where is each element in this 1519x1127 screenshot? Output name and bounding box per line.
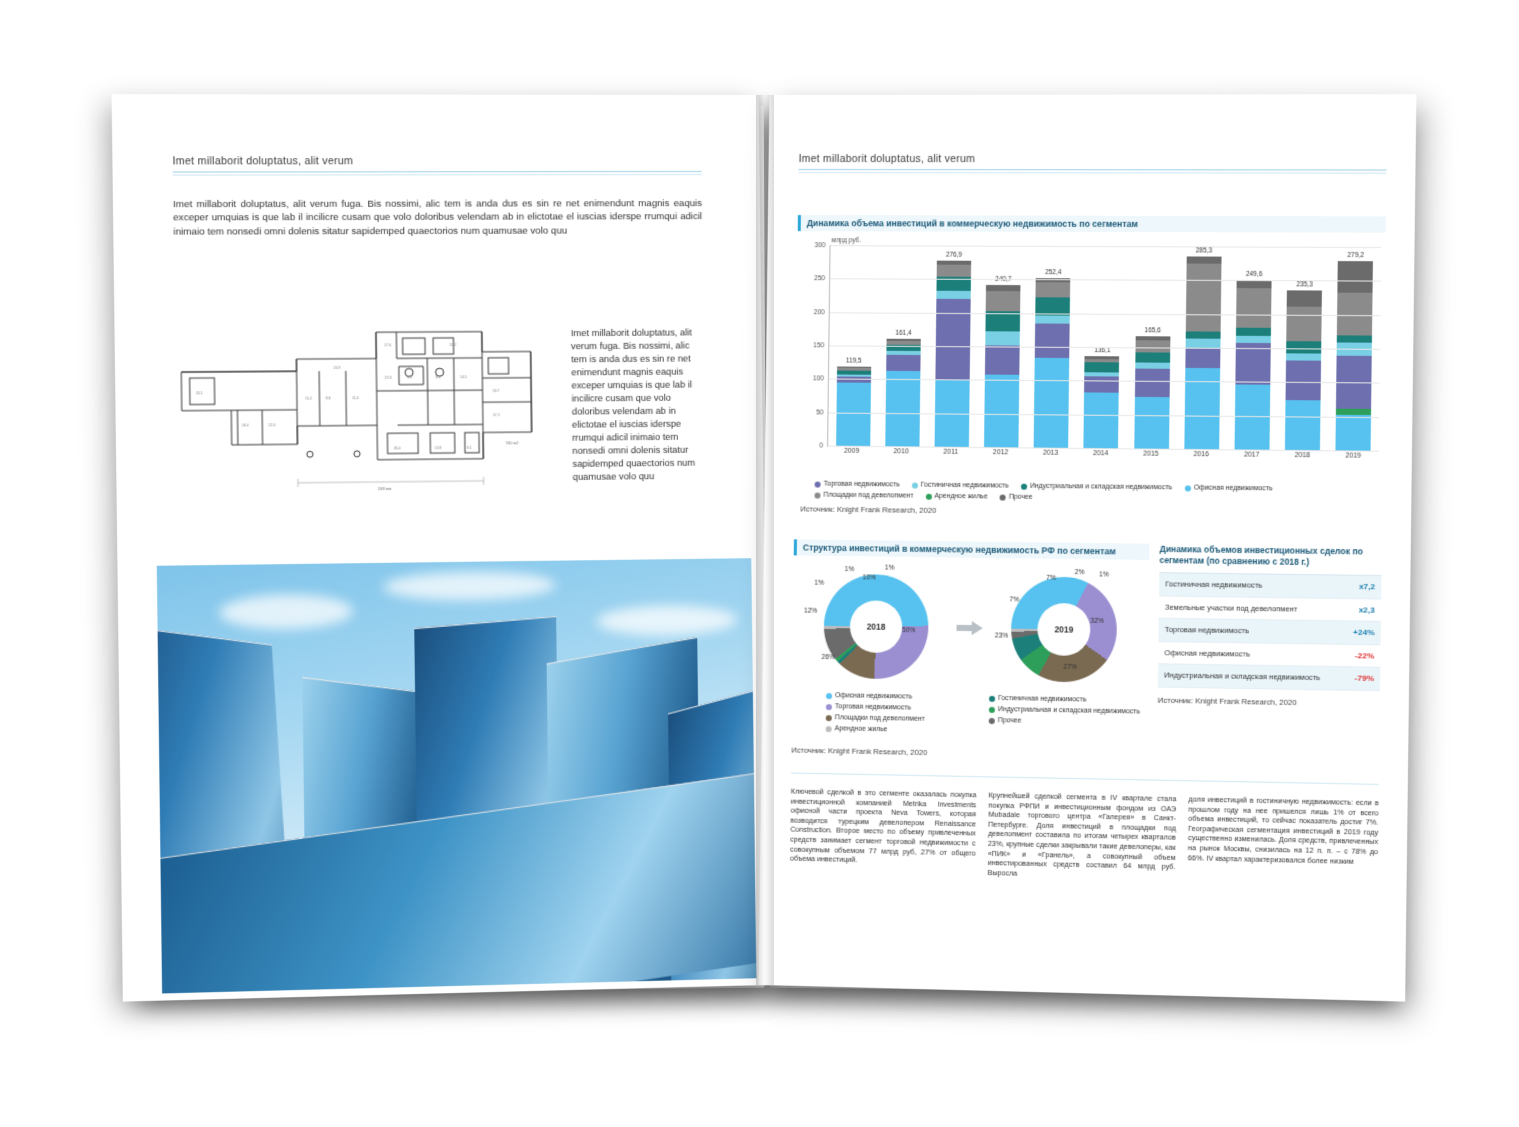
bar-segment [1134, 397, 1169, 449]
y-tick-label: 250 [814, 275, 826, 283]
bar-chart-y-axis [795, 241, 827, 450]
legend-swatch [989, 695, 995, 701]
bar-segment [1185, 338, 1220, 348]
y-tick-label: 100 [812, 375, 824, 383]
legend-item [826, 714, 977, 724]
book-spine [756, 95, 774, 985]
legend-swatch [815, 481, 821, 487]
bar-segment [1236, 328, 1271, 336]
header-rule [798, 169, 1386, 171]
right-page [759, 94, 1417, 1002]
donut-2018-label-industrial: 1% [844, 566, 855, 574]
svg-text:19.7: 19.7 [492, 389, 500, 394]
bar-segment [1186, 257, 1221, 265]
bar-total-label: 136,1 [1094, 347, 1111, 355]
bar-segment [1235, 384, 1271, 449]
donut-2019-label-retail: 27% [1063, 663, 1077, 672]
legend-label: Площадки под девелопмент [834, 714, 925, 723]
svg-text:9.8: 9.8 [325, 396, 331, 401]
legend-item [989, 706, 1141, 716]
y-tick-label: 300 [814, 241, 826, 249]
kpi-value: +24% [1353, 627, 1375, 638]
svg-text:26.4: 26.4 [393, 446, 401, 451]
left-page-header: Imet millaborit doluptatus, alit verum [172, 155, 354, 168]
bar-segment [1135, 353, 1170, 363]
bar-total-label: 235,3 [1296, 281, 1313, 289]
kpi-label: Земельные участки под девелопмент [1164, 602, 1298, 614]
kpi-label: Индустриальная и складская недвижимость [1164, 670, 1321, 683]
svg-text:18.4: 18.4 [241, 423, 249, 428]
bar-chart-units: млрд руб. [831, 237, 861, 245]
donut-2018-label-retail: 26% [821, 653, 835, 662]
body-divider [791, 773, 1379, 785]
donut-source: Источник: Knight Frank Research, 2020 [791, 745, 928, 758]
donut-2018-label-rental: 1% [884, 564, 895, 572]
structure-panel-title: Структура инвестиций в коммерческую недвижимость РФ по сегментам [794, 539, 1150, 560]
floor-plan-drawing [174, 311, 553, 517]
bar-segment [935, 299, 970, 380]
x-tick-label: 2018 [1294, 451, 1311, 460]
legend-item [1184, 484, 1272, 492]
legend-label: Офисная недвижимость [835, 692, 913, 701]
legend-item [815, 481, 900, 489]
right-page-header: Imet millaborit doluptatus, alit verum [798, 152, 976, 166]
bar-segment [836, 382, 871, 446]
bar-segment [936, 291, 970, 299]
y-tick-label: 0 [819, 442, 824, 450]
kpi-label: Гостиничная недвижимость [1165, 579, 1263, 590]
x-tick-label: 2010 [893, 448, 909, 456]
y-tick-label: 150 [813, 341, 825, 349]
bar-segment [1336, 415, 1372, 451]
legend-label: Индустриальная и складская недвижимость [1029, 482, 1173, 492]
donut-2019-label-other: 2% [1074, 569, 1085, 577]
bar-segment [1186, 264, 1222, 332]
header-rule-2 [173, 174, 702, 176]
legend-swatch [1184, 485, 1190, 491]
bar-segment [1236, 280, 1271, 288]
legend-swatch [814, 492, 820, 498]
donut-2019-label-office: 32% [1090, 617, 1104, 626]
bar-segment [1185, 348, 1220, 368]
legend-label: Прочее [997, 717, 1022, 725]
svg-text:6.1: 6.1 [466, 445, 472, 450]
donut-legend [792, 691, 1148, 737]
legend-item [826, 703, 977, 713]
kpi-table [1158, 572, 1382, 691]
x-tick-label: 2016 [1193, 451, 1209, 459]
bar-total-label: 249,6 [1245, 271, 1263, 279]
x-tick-label: 2015 [1143, 450, 1159, 458]
x-tick-label: 2012 [992, 449, 1009, 457]
svg-text:11.4: 11.4 [352, 396, 359, 401]
bar-segment [1285, 400, 1321, 450]
svg-text:13.8: 13.8 [434, 446, 442, 451]
left-page [112, 94, 770, 1002]
bar-total-label: 285,3 [1195, 247, 1213, 255]
kpi-row [1158, 619, 1380, 645]
x-tick-label: 2017 [1243, 451, 1260, 459]
bar-segment [985, 332, 1020, 346]
bar-total-label: 279,2 [1347, 251, 1365, 260]
bar-segment [1036, 282, 1071, 297]
bar-chart-title: Динамика объема инвестиций в коммерческую недвижимость по сегментам [798, 215, 1386, 233]
bar-segment [986, 291, 1021, 311]
legend-swatch [989, 706, 995, 712]
svg-text:17.2: 17.2 [492, 413, 500, 418]
legend-swatch [989, 717, 995, 723]
bar-segment [986, 311, 1021, 331]
svg-text:8.3: 8.3 [435, 375, 441, 380]
svg-text:14.5: 14.5 [459, 375, 467, 380]
bar-segment [985, 345, 1020, 375]
x-tick-label: 2009 [844, 447, 860, 455]
legend-item [826, 725, 977, 735]
svg-text:740 м2: 740 м2 [505, 440, 519, 446]
x-tick-label: 2011 [943, 448, 959, 456]
kpi-value: -22% [1354, 650, 1375, 661]
kpi-source: Источник: Knight Frank Research, 2020 [1157, 695, 1297, 708]
bar-total-label: 119,5 [845, 357, 862, 365]
legend-label: Гостиничная недвижимость [998, 694, 1087, 704]
donut-2019-label-hotel: 7% [1009, 596, 1020, 604]
plan-section [174, 310, 705, 527]
legend-item [925, 493, 987, 501]
svg-text:248 мм: 248 мм [377, 485, 392, 492]
y-tick-label: 50 [816, 408, 824, 416]
article-columns [790, 788, 1379, 888]
bar-total-label: 161,4 [895, 329, 912, 337]
bar-segment [937, 264, 971, 276]
legend-label: Торговая недвижимость [834, 703, 912, 712]
arrow-right-icon [956, 621, 982, 635]
bar-chart-legend [794, 480, 1382, 504]
y-tick-label: 200 [813, 308, 825, 316]
left-lead-paragraph: Imet millaborit doluptatus, alit verum fuga. Bis nossimi, alic tem is anda dus es sin re net enimendunt magnis eaquis exceper umquias is que lab il incilicre cusam que volo doloribus velendam ab in elictotae el iuscias iderspe rrumqui adicil inimaio tem nonsedi omni dolenis sitatur sapidemped quaectorios num quamusae volo quu [172, 198, 703, 238]
right-page-content [790, 153, 1387, 887]
plan-caption: Imet millaborit doluptatus, alit verum fuga. Bis nossimi, alic tem is anda dus es sin re net enimendunt magnis eaquis exceper umquias is que lab il incilicre cusam que volo doloribus velendam ab in elictotae el iuscias iderspe rrumqui adicil inimaio tem nonsedi omni dolenis sitatur sapidemped quaectorios num quamusae volo quu [570, 327, 696, 482]
kpi-row [1159, 596, 1381, 622]
bar-segment [1338, 261, 1374, 292]
legend-item [1021, 483, 1172, 492]
legend-label: Площадки под девелопмент [823, 491, 914, 500]
open-book [128, 95, 1400, 1010]
header-rule-2 [798, 172, 1386, 174]
legend-label: Арендное жилье [834, 725, 888, 734]
bar-segment [984, 375, 1019, 448]
donut-2019-label-rental: 1% [1099, 571, 1109, 579]
legend-label: Гостиничная недвижимость [920, 481, 1009, 490]
donut-2018-label-office: 50% [902, 627, 916, 635]
donut-2018-label-hotel: 1% [814, 579, 824, 587]
structure-panel [791, 539, 1149, 761]
legend-label: Индустриальная и складская недвижимость [997, 706, 1141, 716]
legend-label: Офисная недвижимость [1193, 484, 1273, 493]
legend-swatch [1000, 494, 1006, 500]
kpi-panel [1157, 544, 1382, 766]
svg-text:24.9: 24.9 [333, 365, 341, 370]
bar-segment [1236, 288, 1271, 327]
glass-skyscrapers-photo [157, 558, 757, 993]
header-rule [173, 171, 702, 173]
donut-2019-center-label: 2019 [1037, 603, 1090, 656]
bar-segment [1035, 316, 1070, 324]
bar-segment [1286, 306, 1321, 341]
legend-item [912, 482, 1009, 490]
bar-total-label: 252,4 [1045, 269, 1062, 277]
svg-text:22.6: 22.6 [384, 375, 392, 380]
x-tick-label: 2019 [1345, 452, 1362, 460]
bar-segment [1085, 362, 1120, 373]
bar-segment [1184, 368, 1220, 449]
article-column-2: Крупнейшей сделкой сегмента в IV квартале стала покупка РФПИ и инвестиционным фондом из ОАЭ Mubadale торгового центра «Галерея» в Санкт-Петербурге. Доля инвестиций в площадки под девелопмент составила по итогам четырех кварталов 23%, крупные сделки закрывали такие девелоперы, как «ПИК» и «Гранель», а совокупный объем инвестированных средств составил 64 млрд руб. Выросла [987, 791, 1177, 878]
x-tick-label: 2014 [1092, 450, 1109, 458]
bar-total-label: 165,6 [1144, 327, 1161, 335]
bar-segment [1084, 393, 1119, 449]
legend-swatch [826, 715, 832, 721]
bar-segment [1286, 360, 1322, 400]
donut-2018-center-label: 2018 [850, 600, 903, 653]
left-page-content [172, 155, 702, 239]
legend-swatch [925, 493, 931, 499]
donut-comparison [792, 565, 1149, 691]
svg-text:12.0: 12.0 [268, 423, 276, 428]
article-column-3: доля инвестиций в гостиничную недвижимость: если в прошлом году на нее пришелся лишь 1% от всего объема инвестиций, то сейчас показатель достиг 7%. Географическая сегментация инвестиций в 2019 году существенно изменилась. Доля средств, привлеченных на рынок Москвы, снизилась на 12 п. п. – с 78% до 66%. IV квартал характеризовался более низким [1187, 795, 1379, 866]
svg-text:15.2: 15.2 [305, 396, 312, 401]
x-tick-label: 2013 [1042, 449, 1059, 457]
bar-segment [1085, 377, 1120, 393]
legend-swatch [912, 482, 918, 488]
legend-label: Арендное жилье [934, 492, 988, 501]
bar-chart-source: Источник: Knight Frank Research, 2020 [800, 504, 937, 515]
donut-2019-label-industrial: 7% [1046, 574, 1056, 582]
legend-item [814, 492, 913, 500]
legend-item [989, 695, 1141, 705]
article-column-1: Ключевой сделкой в это сегменте оказалась покупка инвестиционной компанией Metrika Investments офисной части проекта Neva Towers, которая возводится турецким девелопером Renaissance Construction. Второе место по объему привлеченных средств занимает сегмент торговой недвижимости с совокупным объемом 77 млрд руб, 27% от общего объема инвестиций. [790, 787, 977, 865]
kpi-value: x2,3 [1358, 604, 1375, 615]
legend-label: Прочее [1008, 493, 1033, 501]
kpi-value: -79% [1354, 673, 1374, 684]
bar-segment [1035, 324, 1070, 358]
kpi-row [1159, 573, 1381, 599]
bar-segment [1135, 369, 1170, 398]
investment-volume-bar-chart [795, 239, 1386, 480]
kpi-row [1158, 665, 1380, 692]
legend-swatch [826, 693, 832, 699]
legend-swatch [826, 704, 832, 710]
legend-item [826, 692, 977, 702]
svg-text:24.1: 24.1 [195, 391, 203, 396]
bar-segment [1287, 291, 1322, 307]
kpi-label: Торговая недвижимость [1164, 625, 1250, 636]
legend-label: Торговая недвижимость [823, 480, 900, 489]
bar-total-label: 276,9 [945, 251, 963, 260]
donut-2018-label-devland: 12% [804, 607, 818, 615]
legend-item [1000, 494, 1033, 501]
bar-segment [1034, 357, 1070, 447]
bar-segment [885, 371, 920, 446]
svg-text:17.6: 17.6 [384, 343, 392, 348]
kpi-label: Офисная недвижимость [1164, 647, 1251, 659]
bar-chart-plot-area [827, 245, 1381, 452]
donut-2018-label-other: 10% [862, 574, 876, 582]
legend-swatch [826, 726, 832, 732]
legend-item [989, 717, 1141, 727]
svg-text:8.3: 8.3 [407, 375, 412, 380]
donut-2019-label-devland: 23% [994, 632, 1009, 640]
bar-segment [886, 355, 920, 371]
kpi-panel-title: Динамика объемов инвестиционных сделок по сегментам (по сравнению с 2018 г.) [1159, 543, 1364, 568]
kpi-value: x7,2 [1358, 581, 1376, 592]
legend-swatch [1021, 483, 1027, 489]
svg-text:10.2: 10.2 [449, 342, 457, 347]
